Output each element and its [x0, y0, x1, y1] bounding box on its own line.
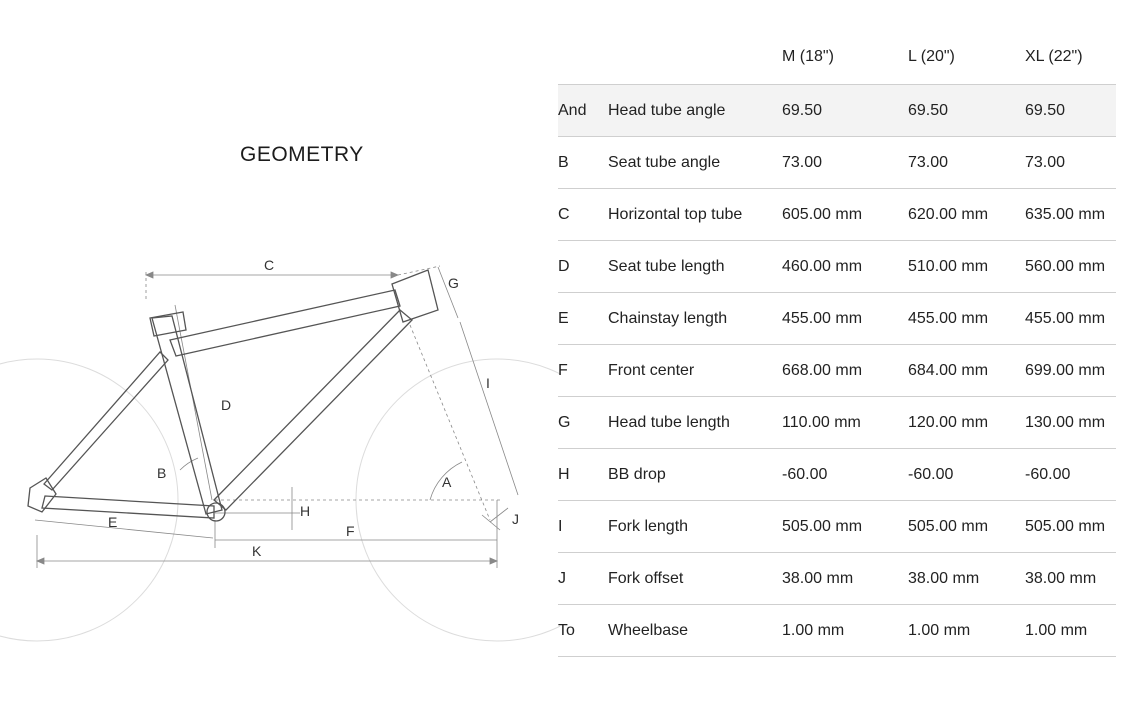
row-value-xl: 73.00: [1025, 137, 1116, 189]
row-name: Fork length: [608, 501, 782, 553]
row-name: Head tube length: [608, 397, 782, 449]
label-h: H: [300, 503, 311, 519]
row-value-xl: 130.00 mm: [1025, 397, 1116, 449]
row-name: BB drop: [608, 449, 782, 501]
row-value-m: 73.00: [782, 137, 908, 189]
row-value-m: 455.00 mm: [782, 293, 908, 345]
row-value-xl: 455.00 mm: [1025, 293, 1116, 345]
row-letter: To: [558, 605, 608, 657]
table-row: [558, 501, 1116, 553]
label-j: J: [512, 511, 519, 527]
row-value-xl: -60.00: [1025, 449, 1116, 501]
row-letter: C: [558, 189, 608, 241]
row-value-xl: 69.50: [1025, 85, 1116, 137]
row-letter: I: [558, 501, 608, 553]
row-value-m: 110.00 mm: [782, 397, 908, 449]
row-value-m: -60.00: [782, 449, 908, 501]
row-name: Seat tube length: [608, 241, 782, 293]
row-name: Wheelbase: [608, 605, 782, 657]
label-c: C: [264, 257, 275, 273]
geometry-table: [558, 30, 1116, 657]
row-value-xl: 1.00 mm: [1025, 605, 1116, 657]
label-f: F: [346, 523, 355, 539]
row-value-xl: 505.00 mm: [1025, 501, 1116, 553]
label-i: I: [486, 375, 490, 391]
row-value-xl: 699.00 mm: [1025, 345, 1116, 397]
label-d: D: [221, 397, 232, 413]
row-name: Fork offset: [608, 553, 782, 605]
header-size-l: L (20"): [908, 48, 955, 65]
row-value-l: 1.00 mm: [908, 605, 1025, 657]
table-header-row: [558, 30, 1116, 85]
table-row: [558, 189, 1116, 241]
table-row: [558, 397, 1116, 449]
header-size-m: M (18"): [782, 48, 834, 65]
row-value-m: 605.00 mm: [782, 189, 908, 241]
row-value-l: 455.00 mm: [908, 293, 1025, 345]
table-row: [558, 137, 1116, 189]
row-value-m: 69.50: [782, 85, 908, 137]
row-letter: B: [558, 137, 608, 189]
row-value-m: 1.00 mm: [782, 605, 908, 657]
table-row: [558, 293, 1116, 345]
label-g: G: [448, 275, 459, 291]
bike-geometry-diagram: [0, 0, 560, 709]
label-k: K: [252, 543, 262, 559]
row-value-l: 510.00 mm: [908, 241, 1025, 293]
row-value-m: 460.00 mm: [782, 241, 908, 293]
row-value-xl: 560.00 mm: [1025, 241, 1116, 293]
row-value-l: 505.00 mm: [908, 501, 1025, 553]
row-value-l: -60.00: [908, 449, 1025, 501]
row-name: Head tube angle: [608, 85, 782, 137]
row-letter: G: [558, 397, 608, 449]
label-b: B: [157, 465, 167, 481]
row-value-xl: 38.00 mm: [1025, 553, 1116, 605]
row-name: Front center: [608, 345, 782, 397]
table-row: [558, 605, 1116, 657]
row-letter: D: [558, 241, 608, 293]
row-value-l: 620.00 mm: [908, 189, 1025, 241]
row-letter: J: [558, 553, 608, 605]
row-letter: E: [558, 293, 608, 345]
table-row: [558, 553, 1116, 605]
row-name: Horizontal top tube: [608, 189, 782, 241]
row-letter: F: [558, 345, 608, 397]
table-row: [558, 345, 1116, 397]
header-blank: [608, 30, 782, 85]
row-value-l: 38.00 mm: [908, 553, 1025, 605]
label-a: A: [442, 474, 452, 490]
row-value-m: 38.00 mm: [782, 553, 908, 605]
header-size-xl: XL (22"): [1025, 48, 1083, 65]
row-name: Chainstay length: [608, 293, 782, 345]
geometry-title: GEOMETRY: [240, 143, 364, 166]
row-value-m: 668.00 mm: [782, 345, 908, 397]
row-value-l: 69.50: [908, 85, 1025, 137]
row-letter: H: [558, 449, 608, 501]
row-value-xl: 635.00 mm: [1025, 189, 1116, 241]
table-row: [558, 241, 1116, 293]
row-letter: And: [558, 85, 608, 137]
row-value-l: 73.00: [908, 137, 1025, 189]
row-value-l: 120.00 mm: [908, 397, 1025, 449]
row-value-m: 505.00 mm: [782, 501, 908, 553]
row-value-l: 684.00 mm: [908, 345, 1025, 397]
header-blank: [558, 30, 608, 85]
table-row: [558, 449, 1116, 501]
row-name: Seat tube angle: [608, 137, 782, 189]
rear-wheel: [0, 359, 178, 641]
table-row: [558, 85, 1116, 137]
label-e: E: [108, 514, 118, 530]
